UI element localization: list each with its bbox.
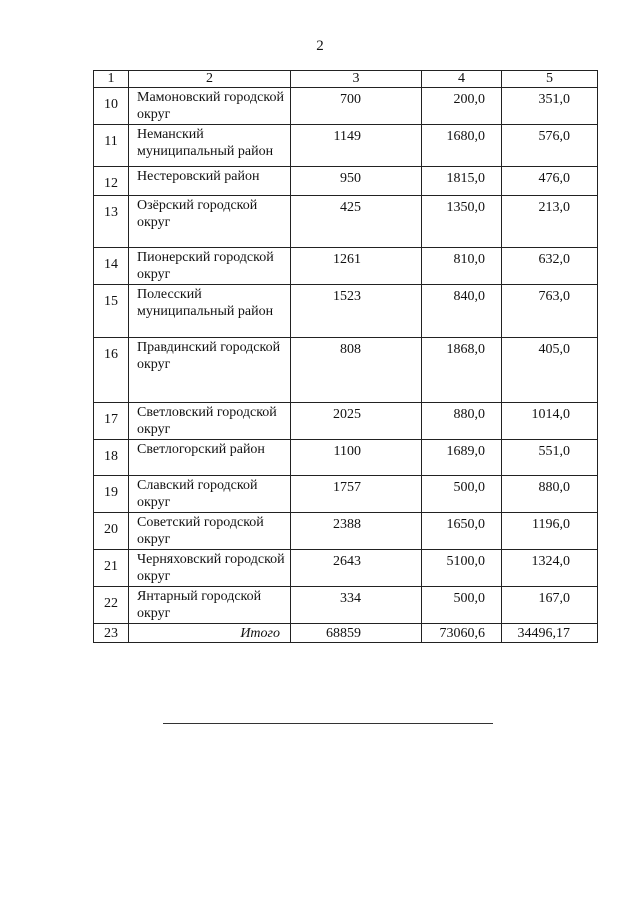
header-cell: 2: [129, 71, 291, 88]
row-number: 15: [94, 285, 129, 338]
value-col-5: 1324,0: [502, 550, 598, 587]
municipality-name: Советский городской округ: [129, 513, 291, 550]
value-col-3: 334: [291, 587, 422, 624]
row-number: 18: [94, 440, 129, 476]
total-row: [94, 624, 598, 643]
table-row: [94, 403, 598, 440]
municipality-name: Славский городской округ: [129, 476, 291, 513]
value-col-3: 700: [291, 88, 422, 125]
value-col-5: 1014,0: [502, 403, 598, 440]
value-col-5: 405,0: [502, 338, 598, 403]
municipality-name: Мамоновский городской округ: [129, 88, 291, 125]
row-number: 17: [94, 403, 129, 440]
header-cell: 5: [502, 71, 598, 88]
value-col-3: 2025: [291, 403, 422, 440]
value-col-4: 1350,0: [422, 196, 502, 248]
row-number: 22: [94, 587, 129, 624]
value-col-5: 476,0: [502, 167, 598, 196]
municipality-name: Янтарный городской округ: [129, 587, 291, 624]
value-col-4: 200,0: [422, 88, 502, 125]
value-col-3: 425: [291, 196, 422, 248]
table-row: [94, 196, 598, 248]
value-col-4: 1650,0: [422, 513, 502, 550]
value-col-4: 500,0: [422, 587, 502, 624]
municipality-name: Полесский муниципальный район: [129, 285, 291, 338]
header-cell: 4: [422, 71, 502, 88]
municipality-name: Светлогорский район: [129, 440, 291, 476]
municipality-name: Нестеровский район: [129, 167, 291, 196]
row-number: 14: [94, 248, 129, 285]
total-number: 23: [94, 624, 129, 643]
table-row: [94, 587, 598, 624]
value-col-3: 808: [291, 338, 422, 403]
row-number: 21: [94, 550, 129, 587]
total-label: Итого: [129, 624, 291, 643]
total-col-5: 34496,17: [502, 624, 598, 643]
value-col-5: 576,0: [502, 125, 598, 167]
table-row: [94, 513, 598, 550]
total-col-4: 73060,6: [422, 624, 502, 643]
row-number: 20: [94, 513, 129, 550]
value-col-5: 763,0: [502, 285, 598, 338]
row-number: 13: [94, 196, 129, 248]
table-row: [94, 167, 598, 196]
value-col-5: 351,0: [502, 88, 598, 125]
value-col-5: 551,0: [502, 440, 598, 476]
row-number: 12: [94, 167, 129, 196]
row-number: 19: [94, 476, 129, 513]
value-col-4: 880,0: [422, 403, 502, 440]
separator-line: [163, 723, 493, 724]
table-row: [94, 88, 598, 125]
row-number: 10: [94, 88, 129, 125]
value-col-3: 2388: [291, 513, 422, 550]
table-row: [94, 338, 598, 403]
value-col-4: 1815,0: [422, 167, 502, 196]
municipality-name: Правдинский городской округ: [129, 338, 291, 403]
total-col-3: 68859: [291, 624, 422, 643]
value-col-5: 167,0: [502, 587, 598, 624]
value-col-3: 950: [291, 167, 422, 196]
value-col-4: 5100,0: [422, 550, 502, 587]
value-col-4: 810,0: [422, 248, 502, 285]
data-table: [93, 70, 598, 643]
value-col-3: 1149: [291, 125, 422, 167]
value-col-5: 880,0: [502, 476, 598, 513]
municipality-name: Пионерский городской округ: [129, 248, 291, 285]
value-col-5: 1196,0: [502, 513, 598, 550]
row-number: 11: [94, 125, 129, 167]
table-row: [94, 125, 598, 167]
value-col-4: 840,0: [422, 285, 502, 338]
table-row: [94, 550, 598, 587]
municipality-name: Озёрский городской округ: [129, 196, 291, 248]
value-col-4: 1680,0: [422, 125, 502, 167]
value-col-5: 632,0: [502, 248, 598, 285]
value-col-3: 1523: [291, 285, 422, 338]
value-col-4: 1689,0: [422, 440, 502, 476]
table-row: [94, 285, 598, 338]
value-col-3: 1757: [291, 476, 422, 513]
header-row: [94, 71, 598, 88]
municipality-name: Неманский муниципальный район: [129, 125, 291, 167]
value-col-3: 1261: [291, 248, 422, 285]
page-number: 2: [316, 38, 324, 54]
value-col-3: 1100: [291, 440, 422, 476]
value-col-3: 2643: [291, 550, 422, 587]
municipality-name: Светловский городской округ: [129, 403, 291, 440]
table-row: [94, 476, 598, 513]
row-number: 16: [94, 338, 129, 403]
header-cell: 1: [94, 71, 129, 88]
value-col-4: 1868,0: [422, 338, 502, 403]
header-cell: 3: [291, 71, 422, 88]
municipality-name: Черняховский городской округ: [129, 550, 291, 587]
value-col-4: 500,0: [422, 476, 502, 513]
value-col-5: 213,0: [502, 196, 598, 248]
table-row: [94, 248, 598, 285]
table-row: [94, 440, 598, 476]
